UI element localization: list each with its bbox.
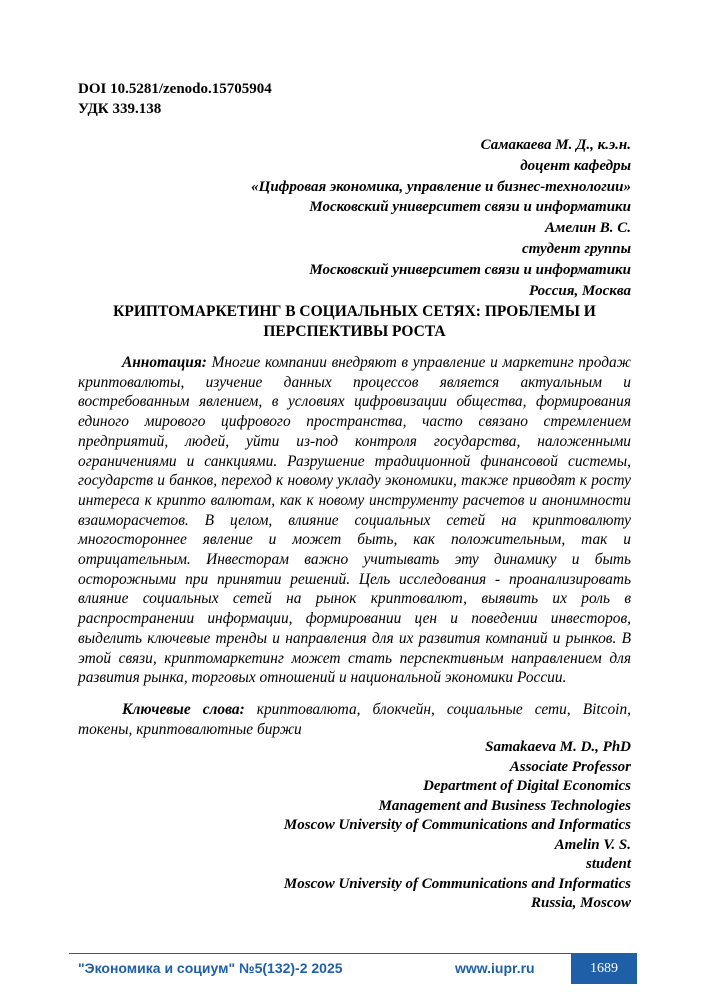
authors-block-en	[284, 738, 631, 914]
author-line-en: Management and Business Technologies	[378, 797, 631, 814]
author-line: «Цифровая экономика, управление и бизнес-технологии»	[251, 178, 631, 195]
article-title: КРИПТОМАРКЕТИНГ В СОЦИАЛЬНЫХ СЕТЯХ: ПРОБЛЕМЫ И ПЕРСПЕКТИВЫ РОСТА	[113, 303, 596, 340]
footer-website[interactable]: www.iupr.ru	[455, 960, 535, 976]
author-line: Московский университет связи и информатики	[309, 261, 631, 278]
author-line-en: student	[585, 856, 631, 872]
keywords-label: Ключевые слова:	[122, 701, 245, 718]
page-number: 1689	[590, 961, 618, 976]
author-line: Самакаева М. Д., к.э.н.	[480, 137, 631, 153]
abstract-text: Многие компании внедряют в управление и маркетинг продаж криптовалюты, изучение данных процессов является актуальным и востребованным явлением, в условиях цифровизации общества, формирования единого мирового цифрового пространства, часто связано стремлением предприятий, людей, уйти из-под контроля государства, наложенными ограничениями и санкциями. Разрушение традиционной финансовой системы, государств и банков, переход к новому укладу экономики, также приводят к росту интереса к крипто валютам, как к новому инструменту расчетов и анонимности взаиморасчетов. В целом, влияние социальных сетей на криптовалюту многостороннее явление и может быть, как положительным, так и отрицательным. Инвесторам важно учитывать эту динамику и быть осторожными при принятии решений. Цель исследования - проанализировать влияние социальных сетей на рынок криптовалют, выявить их роль в распространении информации, формировании цен и поведении инвесторов, выделить ключевые тренды и направления для их развития компаний и рынков. В этой связи, криптомаркетинг может стать перспективным направлением для развития рынка, торговых отношений и национальной экономики России.	[78, 354, 631, 687]
article-identifiers	[78, 79, 272, 119]
author-line-en: Samakaeva M. D., PhD	[485, 739, 631, 755]
author-line-en: Moscow University of Communications and Informatics	[283, 817, 631, 833]
author-line: студент группы	[522, 240, 631, 257]
author-line-en: Russia, Moscow	[530, 895, 631, 911]
author-line: доцент кафедры	[520, 157, 631, 174]
footer-journal-name: "Экономика и социум" №5(132)-2 2025	[78, 960, 343, 976]
author-line-en: Associate Professor	[509, 758, 631, 775]
author-line: Россия, Москва	[529, 282, 631, 299]
author-line: Амелин В. С.	[545, 220, 631, 237]
page-number-badge	[571, 954, 637, 984]
footer-divider	[69, 953, 637, 954]
authors-block-ru	[251, 135, 631, 301]
author-line: Московский университет связи и информатики	[309, 199, 631, 216]
doi-line: DOI 10.5281/zenodo.15705904	[78, 81, 272, 97]
author-line-en: Department of Digital Economics	[423, 778, 631, 794]
keywords-paragraph	[78, 700, 631, 739]
udk-line: УДК 339.138	[78, 101, 162, 117]
author-line-en: Amelin V. S.	[554, 836, 631, 853]
author-line-en: Moscow University of Communications and Informatics	[283, 875, 631, 892]
keywords-text: криптовалюта, блокчейн, социальные сети, Bitcoin, токены, криптовалютные биржи	[78, 701, 631, 738]
abstract-paragraph	[78, 353, 631, 688]
abstract-label: Аннотация:	[122, 354, 207, 371]
